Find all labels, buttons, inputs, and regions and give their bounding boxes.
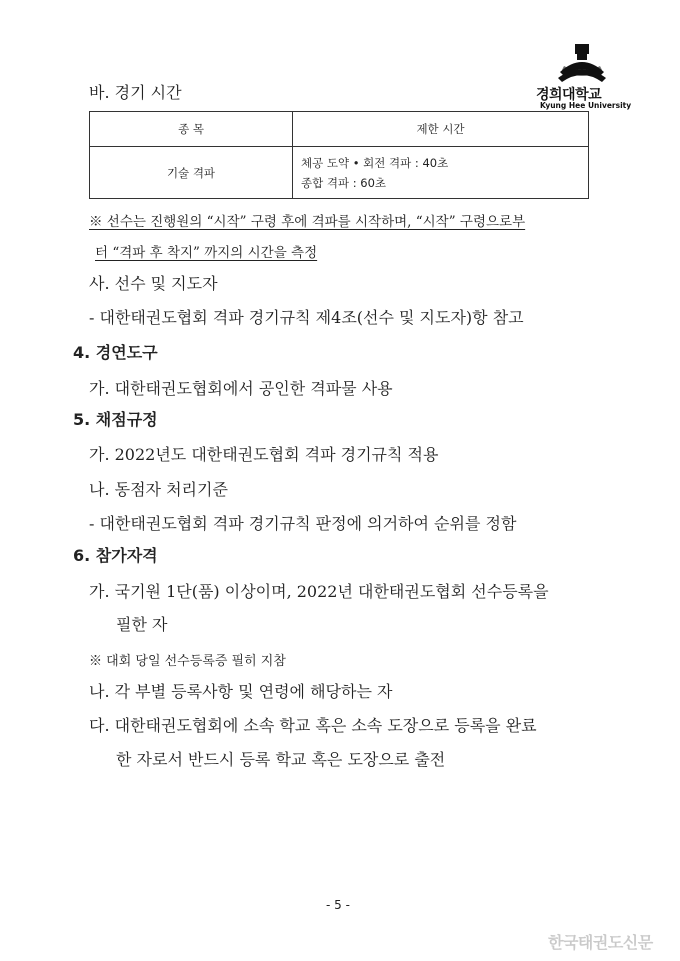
- watermark: 한국태권도신문: [548, 933, 653, 952]
- table-cell-limit: [293, 147, 589, 199]
- heading-6-na: 나. 각 부별 등록사항 및 연령에 해당하는 자: [89, 682, 393, 701]
- heading-6-da-line-1: 다. 대한태권도협회에 소속 학교 혹은 소속 도장으로 등록을 완료: [89, 716, 537, 735]
- section-sa-item: - 대한태권도협회 격파 경기규칙 제4조(선수 및 지도자)항 참고: [89, 308, 524, 327]
- heading-6: 6. 참가자격: [73, 546, 158, 565]
- note-timing-line-2: 터 “격파 후 착지” 까지의 시간을 측정: [95, 245, 318, 261]
- heading-4-ga: 가. 대한태권도협회에서 공인한 격파물 사용: [89, 379, 393, 398]
- heading-6-ga-line-2: 필한 자: [116, 615, 168, 634]
- heading-5-ga: 가. 2022년도 대한태권도협회 격파 경기규칙 적용: [89, 445, 439, 464]
- table-row: [90, 147, 589, 199]
- limit-line-2: 종합 격파 : 60초: [301, 175, 387, 190]
- limit-line-1: 체공 도약 • 회전 격파 : 40초: [301, 155, 449, 170]
- heading-6-ga-line-1: 가. 국기원 1단(품) 이상이며, 2022년 대한태권도협회 선수등록을: [89, 582, 549, 601]
- heading-5-na: 나. 동점자 처리기준: [89, 480, 228, 499]
- table-header-row: [90, 112, 589, 147]
- table-header-limit: 제한 시간: [293, 112, 589, 147]
- table-header-event: 종 목: [90, 112, 293, 147]
- heading-5-na-item: - 대한태권도협회 격파 경기규칙 판정에 의거하여 순위를 정함: [89, 514, 517, 533]
- heading-5: 5. 채점규정: [73, 410, 158, 429]
- university-name: 경희대학교: [536, 87, 602, 103]
- heading-6-da-line-2: 한 자로서 반드시 등록 학교 혹은 도장으로 출전: [116, 750, 446, 769]
- note-timing-line-1: ※ 선수는 진행원의 “시작” 구령 후에 격파를 시작하며, “시작” 구령으로부: [89, 214, 526, 230]
- page-number: - 5 -: [326, 898, 350, 912]
- table-cell-event: 기술 격파: [90, 147, 293, 199]
- heading-4: 4. 경연도구: [73, 343, 158, 362]
- section-sa-title: 사. 선수 및 지도자: [89, 274, 218, 293]
- heading-6-note: ※ 대회 당일 선수등록증 필히 지참: [89, 654, 286, 669]
- section-ba-title: 바. 경기 시간: [89, 83, 182, 102]
- time-limit-table: [89, 111, 589, 199]
- university-name-en: Kyung Hee University: [540, 101, 632, 110]
